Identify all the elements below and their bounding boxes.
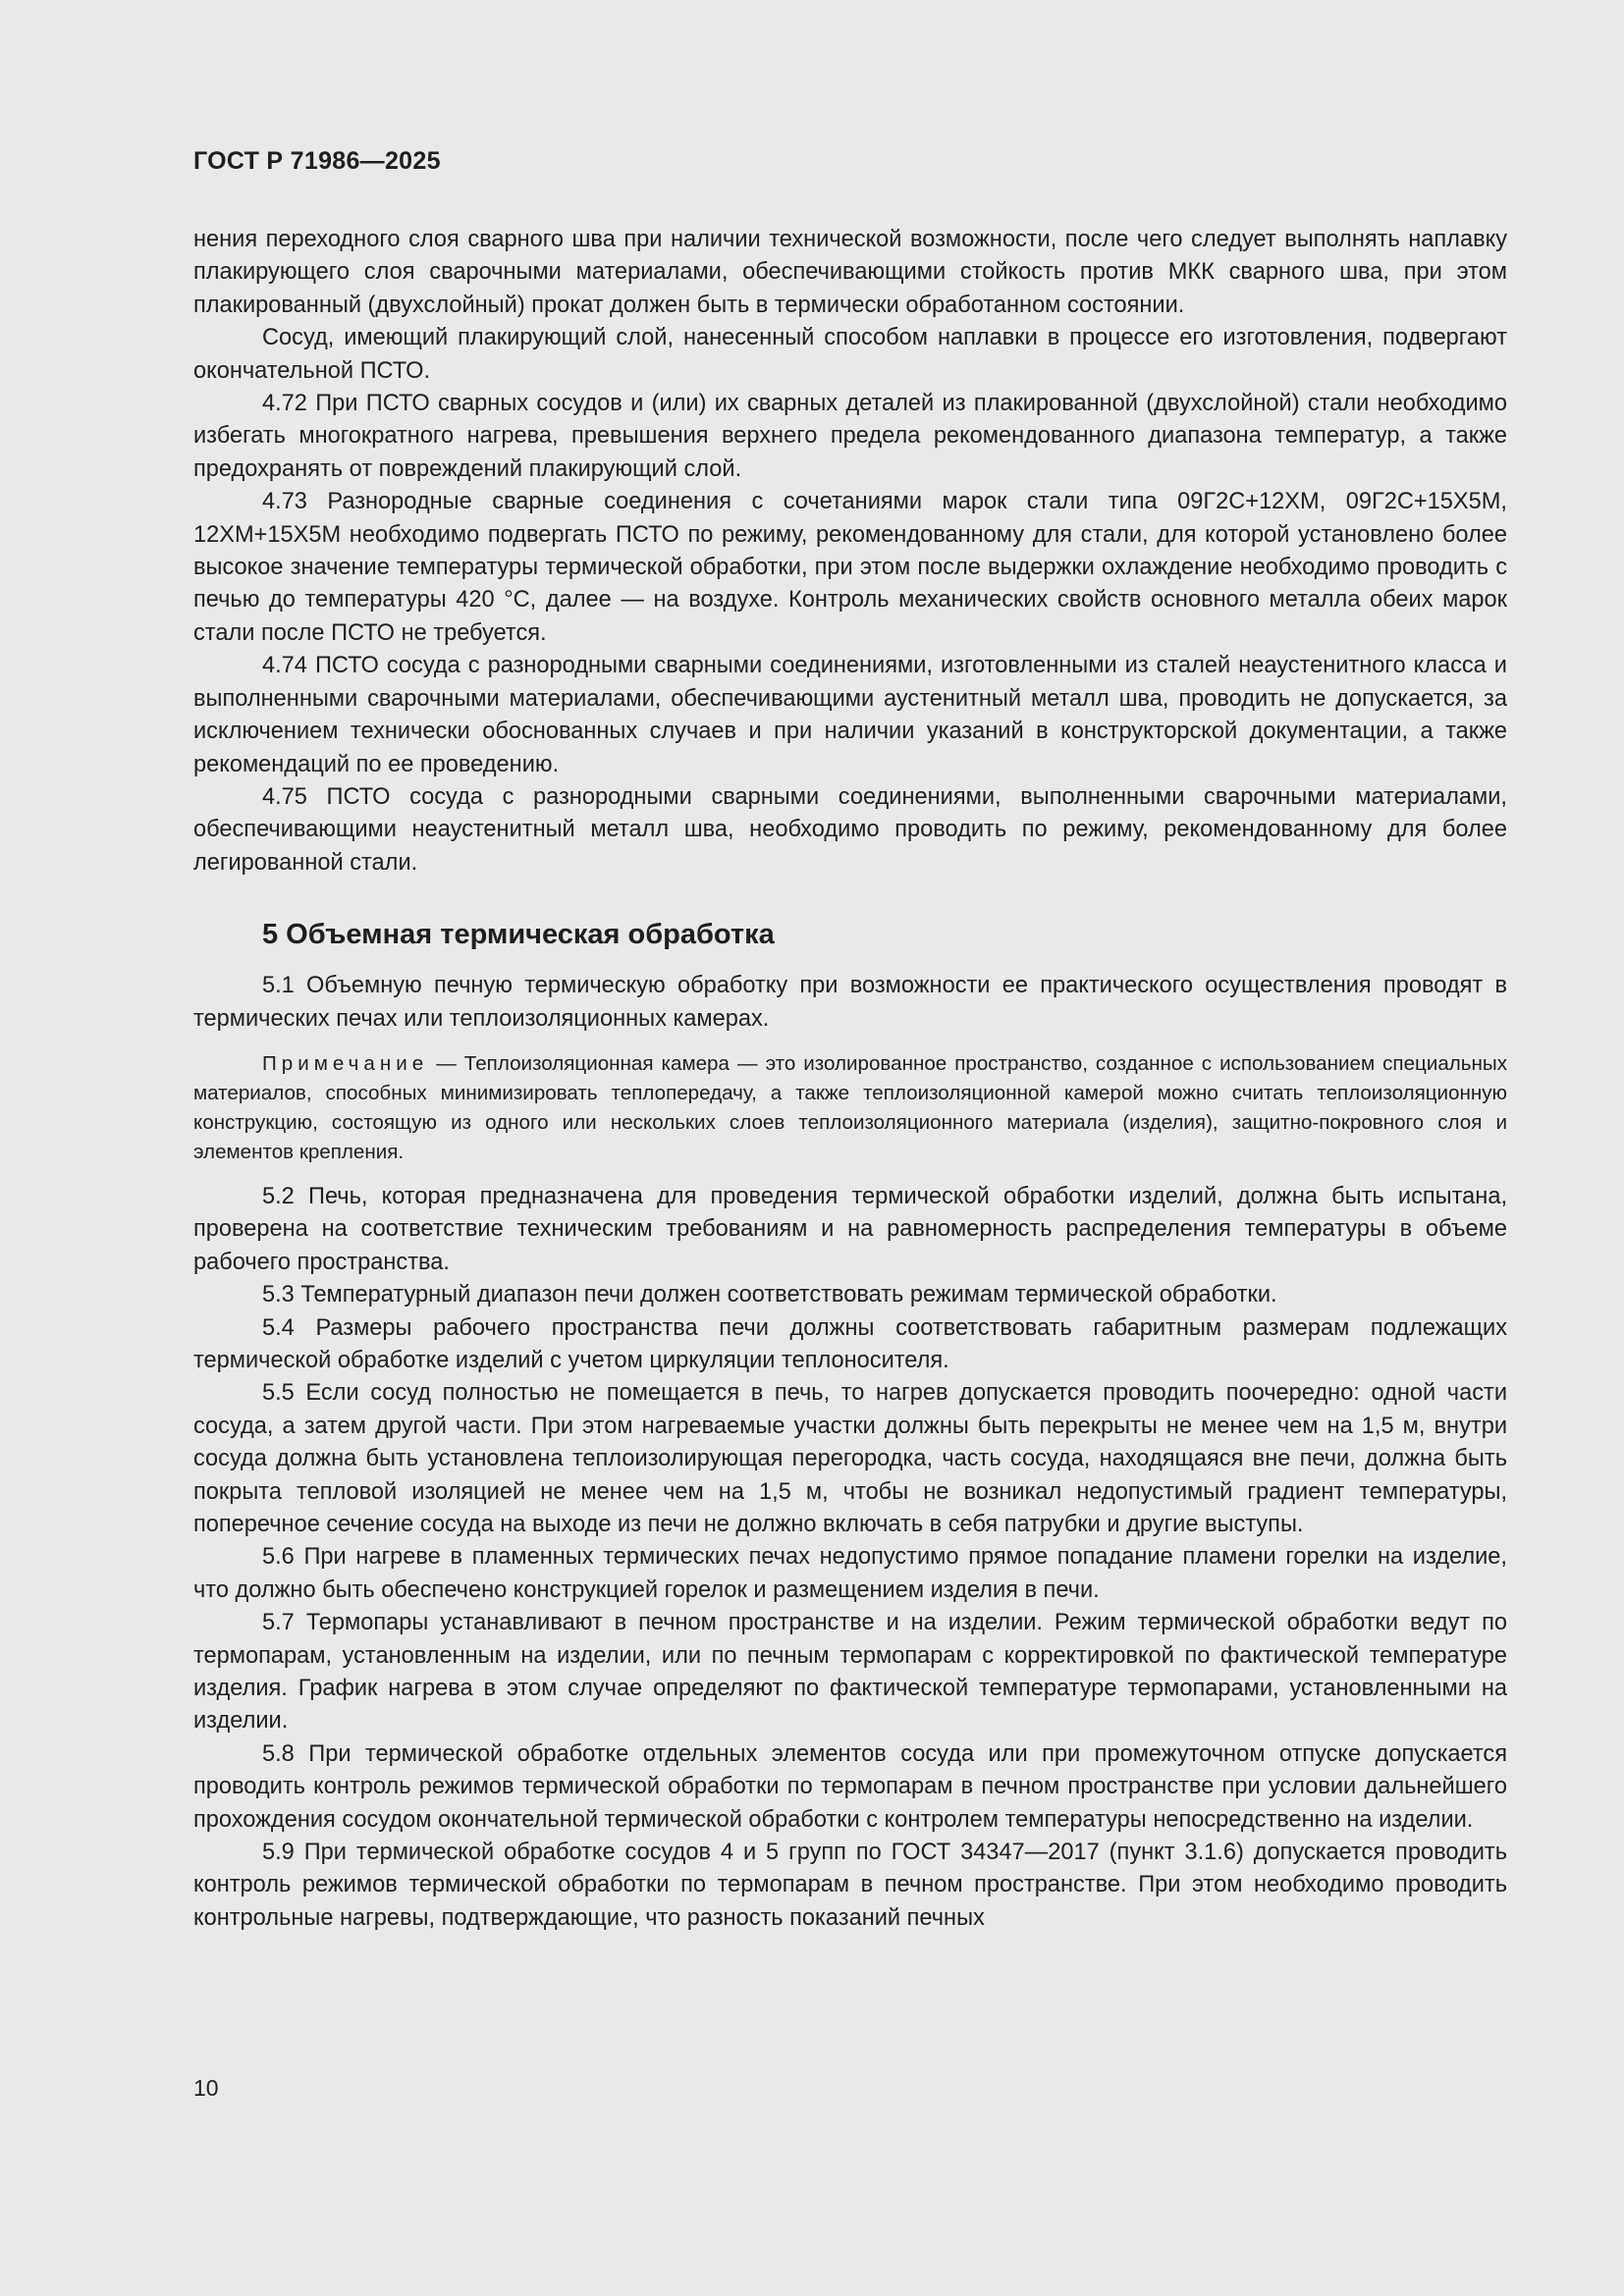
paragraph-4-73: 4.73 Разнородные сварные соединения с сочетаниями марок стали типа 09Г2С+12ХМ, 09Г2С+15Х5М, 12ХМ+15Х5М необходимо подвергать ПСТО по режиму, рекомендованному для стали, для которой установлено более высокое значение температуры термической обработки, при этом после выдержки охлаждение необходимо проводить с печью до температуры 420 °С, далее — на воздухе. Контроль механических свойств основного металла обеих марок стали после ПСТО не требуется. (193, 489, 1507, 646)
paragraph-continuation: нения переходного слоя сварного шва при наличии технической возможности, после чего следует выполнять наплавку плакирующего слоя сварочными материалами, обеспечивающими стойкость против МКК сварного шва, при этом плакированный (двухслойный) прокат должен быть в термически обработанном состоянии. (193, 227, 1507, 318)
paragraph-5-1: 5.1 Объемную печную термическую обработку при возможности ее практического осуществления проводят в термических печах или теплоизоляционных камерах. (193, 973, 1507, 1032)
note-text: — Теплоизоляционная камера — это изолированное пространство, созданное с использованием специальных материалов, способных минимизировать теплопередачу, а также теплоизоляционной камерой можно считать теплоизоляционную конструкцию, состоящую из одного или нескольких слоев теплоизоляционного материала (изделия), защитно-покровного слоя и элементов крепления. (193, 1051, 1507, 1163)
paragraph-5-4: 5.4 Размеры рабочего пространства печи должны соответствовать габаритным размерам подлежащих термической обработке изделий с учетом циркуляции теплоносителя. (193, 1314, 1507, 1373)
paragraph-5-2: 5.2 Печь, которая предназначена для проведения термической обработки изделий, должна быть испытана, проверена на соответствие техническим требованиям и на равномерность распределения температуры в объеме рабочего пространства. (193, 1183, 1507, 1275)
page-number: 10 (193, 2075, 219, 2101)
paragraph-5-5: 5.5 Если сосуд полностью не помещается в печь, то нагрев допускается проводить поочередно: одной части сосуда, а затем другой части. При этом нагреваемые участки должны быть перекрыты не менее чем на 1,5 м, внутри сосуда должна быть установлена теплоизолирующая перегородка, часть сосуда, находящаяся вне печи, должна быть покрыта тепловой изоляцией не менее чем на 1,5 м, чтобы не возникал недопустимый градиент температуры, поперечное сечение сосуда на выходе из печи не должно включать в себя патрубки и другие выступы. (193, 1380, 1507, 1537)
paragraph-4-74: 4.74 ПСТО сосуда с разнородными сварными соединениями, изготовленными из сталей неаустенитного класса и выполненными сварочными материалами, обеспечивающими аустенитный металл шва, проводить не допускается, за исключением технически обоснованных случаев и при наличии указаний в конструкторской документации, а также рекомендаций по ее проведению. (193, 653, 1507, 777)
paragraph-4-72: 4.72 При ПСТО сварных сосудов и (или) их сварных деталей из плакированной (двухслойной) стали необходимо избегать многократного нагрева, превышения верхнего предела рекомендованного диапазона температур, а также предохранять от повреждений плакирующий слой. (193, 391, 1507, 482)
section-heading: 5 Объемная термическая обработка (262, 919, 775, 951)
paragraph-5-9: 5.9 При термической обработке сосудов 4 и 5 групп по ГОСТ 34347—2017 (пункт 3.1.6) допускается проводить контроль режимов термической обработки по термопарам в печном пространстве. При этом необходимо проводить контрольные нагревы, подтверждающие, что разность показаний печных (193, 1840, 1507, 1931)
document-header: ГОСТ Р 71986—2025 (193, 147, 441, 175)
note-label: Примечание (262, 1051, 429, 1075)
document-page (193, 0, 1507, 2296)
paragraph-5-7: 5.7 Термопары устанавливают в печном пространстве и на изделии. Режим термической обработки ведут по термопарам, установленным на изделии, или по печным термопарам с корректировкой по фактической температуре изделия. График нагрева в этом случае определяют по фактической температуре термопарами, установленными на изделии. (193, 1610, 1507, 1735)
note (193, 1049, 1507, 1167)
paragraph-5-3: 5.3 Температурный диапазон печи должен соответствовать режимам термической обработки. (262, 1282, 1277, 1308)
paragraph-vessel-cladding: Сосуд, имеющий плакирующий слой, нанесенный способом наплавки в процессе его изготовления, подвергают окончательной ПСТО. (193, 325, 1507, 384)
paragraph-5-8: 5.8 При термической обработке отдельных элементов сосуда или при промежуточном отпуске допускается проводить контроль режимов термической обработки по термопарам в печном пространстве при условии дальнейшего прохождения сосудом окончательной термической обработки с контролем температуры непосредственно на изделии. (193, 1740, 1507, 1833)
body-text (193, 224, 1507, 1935)
paragraph-5-6: 5.6 При нагреве в пламенных термических печах недопустимо прямое попадание пламени горелки на изделие, что должно быть обеспечено конструкцией горелок и размещением изделия в печи. (193, 1544, 1507, 1603)
paragraph-4-75: 4.75 ПСТО сосуда с разнородными сварными соединениями, выполненными сварочными материалами, обеспечивающими неаустенитный металл шва, необходимо проводить по режиму, рекомендованному для более легированной стали. (193, 783, 1507, 876)
